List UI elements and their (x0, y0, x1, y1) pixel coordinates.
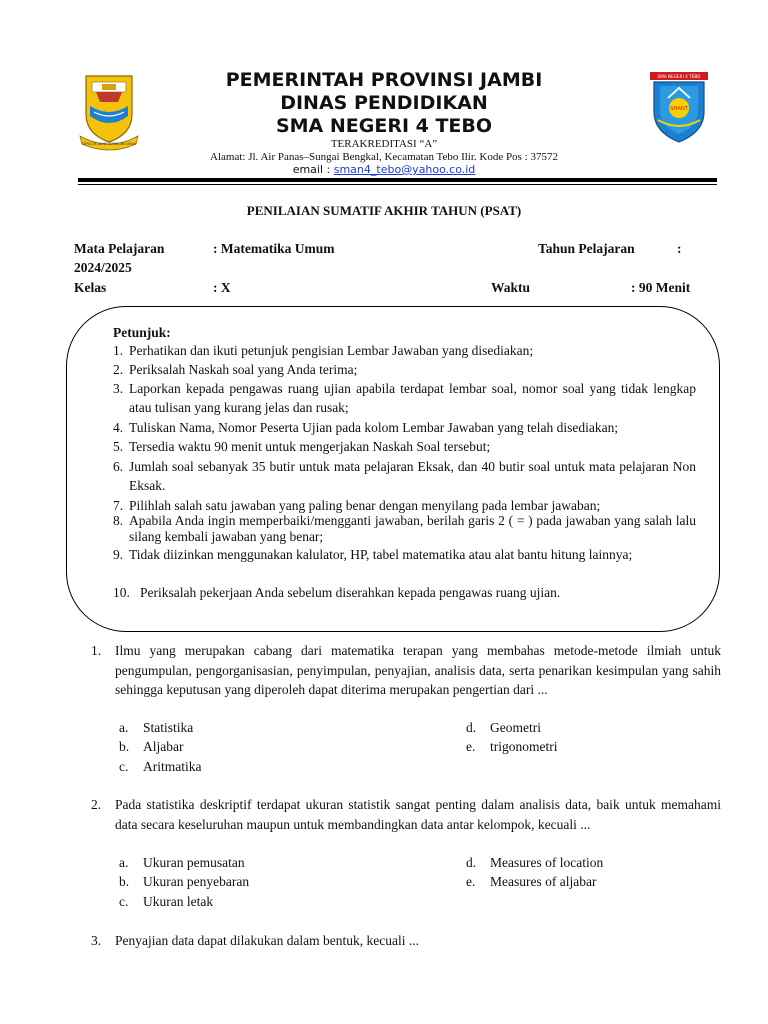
accreditation: TERAKREDITASI “A” (330, 138, 438, 150)
option-d[interactable]: d. Geometri (466, 720, 541, 735)
option-c[interactable]: c. Ukuran letak (119, 894, 214, 909)
year-colon: : (677, 241, 682, 256)
option-e[interactable]: e. Measures of aljabar (466, 874, 597, 889)
school-logo-text: SMA NEGERI 4 TEBO (657, 74, 701, 79)
question-number: 2. (91, 797, 102, 812)
subject-label: Mata Pelajaran (74, 241, 165, 256)
option-e[interactable]: e. trigonometri (466, 739, 558, 754)
question-3 (91, 931, 721, 951)
question-1 (91, 641, 721, 700)
instruction-item: 3. Laporkan kepada pengawas ruang ujian apabila terdapat lembar soal, nomor soal yang tidak lengkap atau tulisan yang kurang jelas dan rusak; (113, 381, 696, 415)
instruction-item: 4. Tuliskan Nama, Nomor Peserta Ujian pada kolom Lembar Jawaban yang telah disediakan; (113, 420, 619, 435)
option-d[interactable]: d. Measures of location (466, 855, 604, 870)
option-c[interactable]: c. Aritmatika (119, 759, 202, 774)
year-value: 2024/2025 (74, 260, 132, 275)
school-logo-badge: SMANT (670, 106, 688, 112)
header-divider-thin (78, 184, 717, 185)
header-department: DINAS PENDIDIKAN (280, 92, 488, 114)
instruction-item: 5. Tersedia waktu 90 menit untuk mengerjakan Naskah Soal tersebut; (113, 439, 491, 454)
header-divider-thick (78, 178, 717, 182)
question-number: 3. (91, 933, 102, 948)
instruction-item: 7. Pilihlah salah satu jawaban yang paling benar dengan menyilang pada lembar jawaban; (113, 498, 601, 513)
instruction-item: 2. Periksalah Naskah soal yang Anda terima; (113, 362, 358, 377)
address: Alamat: Jl. Air Panas–Sungai Bengkal, Kecamatan Tebo Ilir. Kode Pos : 37572 (210, 151, 558, 163)
jambi-logo-text: SEPUCUK JAMBI SEMBILAN LURAH (82, 142, 136, 146)
instruction-item: 6. Jumlah soal sebanyak 35 butir untuk mata pelajaran Eksak, dan 40 butir soal untuk mata pelajaran Non Eksak. (113, 459, 696, 493)
class-value: : X (213, 280, 231, 295)
option-b[interactable]: b. Aljabar (119, 739, 184, 754)
question-text: Penyajian data dapat dilakukan dalam bentuk, kecuali ... (115, 933, 420, 948)
time-value: : 90 Menit (631, 280, 691, 295)
question-text: Ilmu yang merupakan cabang dari matematika terapan yang membahas metode-metode ilmiah untuk pengumpulan, pengorganisasian, penyimpulan, penyajian, analisis data, serta penarikan kesimpulan yang sahih sehingga keputusan yang diperoleh dapat diterima merupakan pengertian dari ... (115, 643, 721, 697)
header-school: SMA NEGERI 4 TEBO (275, 115, 493, 137)
instruction-item: 9. Tidak diizinkan menggunakan kalulator, HP, tabel matematika atau alat bantu hitung lainnya; (113, 547, 633, 562)
question-number: 1. (91, 643, 102, 658)
instruction-item: 8. Apabila Anda ingin memperbaiki/mengganti jawaban, berilah garis 2 ( = ) pada jawaban yang salah lalu silang kembali jawaban yang benar; (113, 513, 696, 544)
time-label: Waktu (491, 280, 531, 295)
year-label: Tahun Pelajaran (538, 241, 635, 256)
instructions-title: Petunjuk: (113, 325, 171, 340)
class-label: Kelas (74, 280, 107, 295)
question-text: Pada statistika deskriptif terdapat ukuran statistik sangat penting dalam analisis data, baik untuk memahami data secara keseluruhan maupun untuk membandingkan data antar kelompok, kecuali ... (115, 797, 721, 832)
email-label: email : (292, 163, 334, 176)
option-b[interactable]: b. Ukuran penyebaran (119, 874, 250, 889)
option-a[interactable]: a. Statistika (119, 720, 194, 735)
email-link[interactable]: sman4_tebo@yahoo.co.id (333, 163, 476, 176)
header-government: PEMERINTAH PROVINSI JAMBI (225, 69, 543, 91)
email-line (0, 163, 768, 176)
question-2 (91, 795, 721, 834)
subject-value: : Matematika Umum (213, 241, 335, 256)
instruction-item: 10. Periksalah pekerjaan Anda sebelum diserahkan kepada pengawas ruang ujian. (113, 585, 561, 600)
exam-title: PENILAIAN SUMATIF AKHIR TAHUN (PSAT) (246, 203, 522, 218)
instruction-item: 1. Perhatikan dan ikuti petunjuk pengisian Lembar Jawaban yang disediakan; (113, 343, 534, 358)
option-a[interactable]: a. Ukuran pemusatan (119, 855, 245, 870)
